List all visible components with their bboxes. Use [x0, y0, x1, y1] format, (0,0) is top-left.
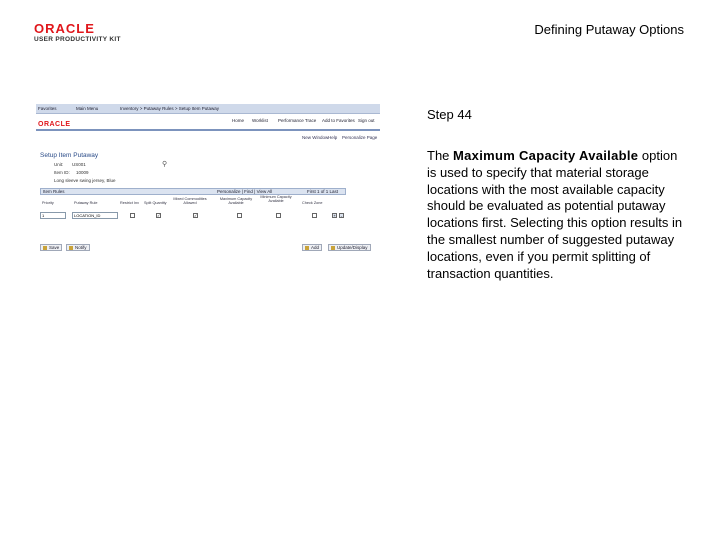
save-label: Save: [49, 245, 60, 250]
col-restrict-inv: Restrict Inv: [120, 201, 139, 205]
col-maximum-capacity: Maximum Capacity Available: [219, 197, 253, 205]
application-screenshot: [36, 104, 380, 254]
step-description: [427, 148, 689, 282]
notify-label: Notify: [75, 245, 87, 250]
description-highlight: Maximum Capacity Available: [453, 148, 639, 163]
description-intro: The: [427, 148, 454, 163]
link-new-window[interactable]: New Window: [302, 135, 329, 140]
slide-title: Defining Putaway Options: [534, 22, 684, 37]
item-label: Item ID:: [54, 170, 70, 175]
col-mixed-commodities: Mixed Commodities Allowed: [173, 197, 207, 205]
logo-upk-text: USER PRODUCTIVITY KIT: [34, 36, 121, 43]
save-icon: [43, 246, 47, 250]
add-icon: [305, 246, 309, 250]
table-row: [40, 212, 346, 220]
col-putaway-rule: Putaway Rule: [74, 201, 98, 205]
priority-input[interactable]: 1: [40, 212, 66, 219]
add-row-button[interactable]: +: [333, 213, 336, 218]
nav-main-menu[interactable]: Main Menu: [76, 106, 99, 111]
top-nav-bar: [36, 104, 380, 114]
mixed-commodities-checkbox[interactable]: ✓: [194, 213, 198, 218]
brand-logo: ORACLE: [38, 121, 71, 128]
delete-row-button[interactable]: -: [340, 213, 343, 218]
unit-value: US001: [72, 162, 86, 167]
link-help[interactable]: Help: [328, 135, 338, 140]
add-label: Add: [311, 245, 320, 250]
link-home[interactable]: Home: [232, 118, 245, 123]
grid-nav-links[interactable]: Personalize | Find | View All: [217, 189, 273, 194]
link-worklist[interactable]: Worklist: [252, 118, 268, 123]
item-value: 10009: [76, 170, 89, 175]
item-description: Long sleeve swing jersey, Blue: [54, 178, 116, 183]
grid-pager[interactable]: First 1 of 1 Last: [307, 189, 339, 194]
putaway-rule-select[interactable]: LOCATION_ID: [72, 212, 118, 219]
update-display-icon: [331, 246, 335, 250]
nav-favorites[interactable]: Favorites: [38, 106, 57, 111]
col-check-zone: Check Zone: [302, 201, 323, 205]
lookup-icon[interactable]: ⚲: [162, 161, 168, 168]
col-split-quantity: Split Quantity: [144, 201, 167, 205]
update-display-label: Update/Display: [337, 245, 368, 250]
minimum-capacity-checkbox[interactable]: [276, 213, 281, 218]
description-rest: option is used to specify that material storage locations with the most available capacity should be evaluated as potential putaway locations first. Selecting this option results in the smallest number of suggested putaway locations, even if you permit splitting of transaction quantities.: [427, 148, 683, 281]
logo-oracle-text: ORACLE: [34, 21, 95, 36]
grid-title: Item Rules: [43, 189, 65, 194]
check-zone-checkbox[interactable]: [312, 213, 317, 218]
link-sign-out[interactable]: Sign out: [358, 118, 375, 123]
step-label: Step 44: [427, 107, 472, 122]
oracle-upk-logo: [34, 22, 126, 43]
update-display-button[interactable]: [328, 244, 371, 251]
brand-bar: [36, 114, 380, 131]
add-button[interactable]: [302, 244, 322, 251]
save-button[interactable]: [40, 244, 62, 251]
notify-button[interactable]: [66, 244, 90, 251]
col-priority: Priority: [42, 201, 54, 205]
col-minimum-capacity: Minimum Capacity Available: [260, 195, 292, 203]
grid-header-bar: [40, 188, 346, 195]
link-personalize-page[interactable]: Personalize Page: [342, 135, 378, 140]
unit-label: Unit:: [54, 162, 64, 167]
notify-icon: [69, 246, 73, 250]
page-title: Setup Item Putaway: [40, 152, 99, 159]
link-add-favorites[interactable]: Add to Favorites: [322, 118, 355, 123]
nav-breadcrumb[interactable]: Inventory > Putaway Rules > Setup Item Putaway: [120, 106, 220, 111]
restrict-inv-checkbox[interactable]: [130, 213, 135, 218]
split-quantity-checkbox[interactable]: ✓: [157, 213, 161, 218]
link-performance-trace[interactable]: Performance Trace: [278, 118, 317, 123]
maximum-capacity-checkbox[interactable]: [237, 213, 242, 218]
